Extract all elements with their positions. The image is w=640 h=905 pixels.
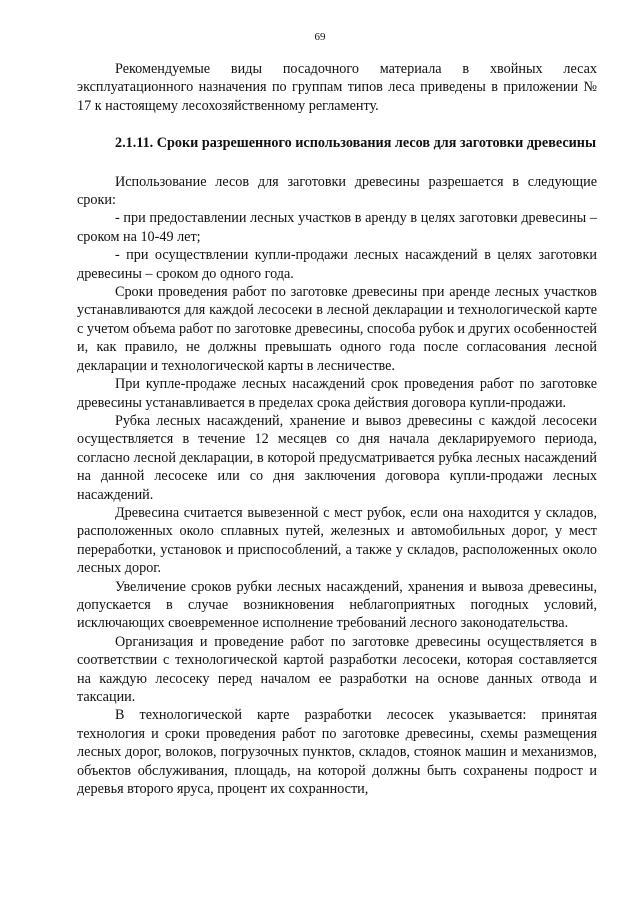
- paragraph-usage-terms: Использование лесов для заготовки древесины разрешается в следующие сроки:: [77, 173, 597, 209]
- paragraph-sale-term: - при осуществлении купли-продажи лесных насаждений в целях заготовки древесины – сроком до одного года.: [77, 247, 597, 282]
- intro-paragraph: Рекомендуемые виды посадочного материала в хвойных лесах эксплуатационного назначения по группам типов леса приведены в приложении № 17 к настоящему лесохозяйственному регламенту.: [77, 61, 597, 114]
- paragraph-lease-work-dates: Сроки проведения работ по заготовке древесины при аренде лесных участков устанавливаются для каждой лесосеки в лесной декларации и технологической карте с учетом объема работ по заготовке древесины, способа рубок и других особенностей и, как правило, не должны превышать одного года после согласования лесной декларации и технологической карты в лесничестве.: [77, 284, 597, 374]
- page-number: 69: [314, 31, 326, 43]
- section-heading: 2.1.11. Сроки разрешенного использования лесов для заготовки древесины: [115, 135, 597, 152]
- paragraph-organization: Организация и проведение работ по заготовке древесины осуществляется в соответствии с технологической картой разработки лесосеки, которая составляется на каждую лесосеку перед началом ее разработки на основе данных отвода и таксации.: [77, 633, 597, 705]
- paragraph-technology-map: В технологической карте разработки лесосек указывается: принятая технология и сроки проведения работ по заготовке древесины, схемы размещения лесных дорог, волоков, погрузочных пунктов, складов, стоянок машин и механизмов, объектов обслуживания, площадь, на которой должны быть сохранены подрост и деревья второго яруса, процент их сохранности,: [77, 707, 597, 798]
- paragraph-extension: Увеличение сроков рубки лесных насаждений, хранения и вывоза древесины, допускается в случае возникновения неблагоприятных погодных условий, исключающих своевременное исполнение требований лесного законодательства.: [77, 578, 597, 632]
- document-body: [77, 60, 597, 798]
- paragraph-removed-timber: Древесина считается вывезенной с мест рубок, если она находится у складов, расположенных около сплавных путей, железных и автомобильных дорог, у мест переработки, установок и приспособлений, а также у складов, расположенных около лесных дорог.: [77, 504, 597, 577]
- paragraph-sale-work-dates: При купле-продаже лесных насаждений срок проведения работ по заготовке древесины устанавливается в пределах срока действия договора купли-продажи.: [77, 376, 597, 411]
- paragraph-felling-period: Рубка лесных насаждений, хранение и вывоз древесины с каждой лесосеки осуществляется в течение 12 месяцев со дня начала декларируемого периода, согласно лесной декларации, в которой предусматривается рубка лесных насаждений на данной лесосеке или со дня заключения договора купли-продажи лесных насаждений.: [77, 412, 597, 503]
- paragraph-lease-term: - при предоставлении лесных участков в аренду в целях заготовки древесины – сроком на 10-49 лет;: [77, 210, 597, 245]
